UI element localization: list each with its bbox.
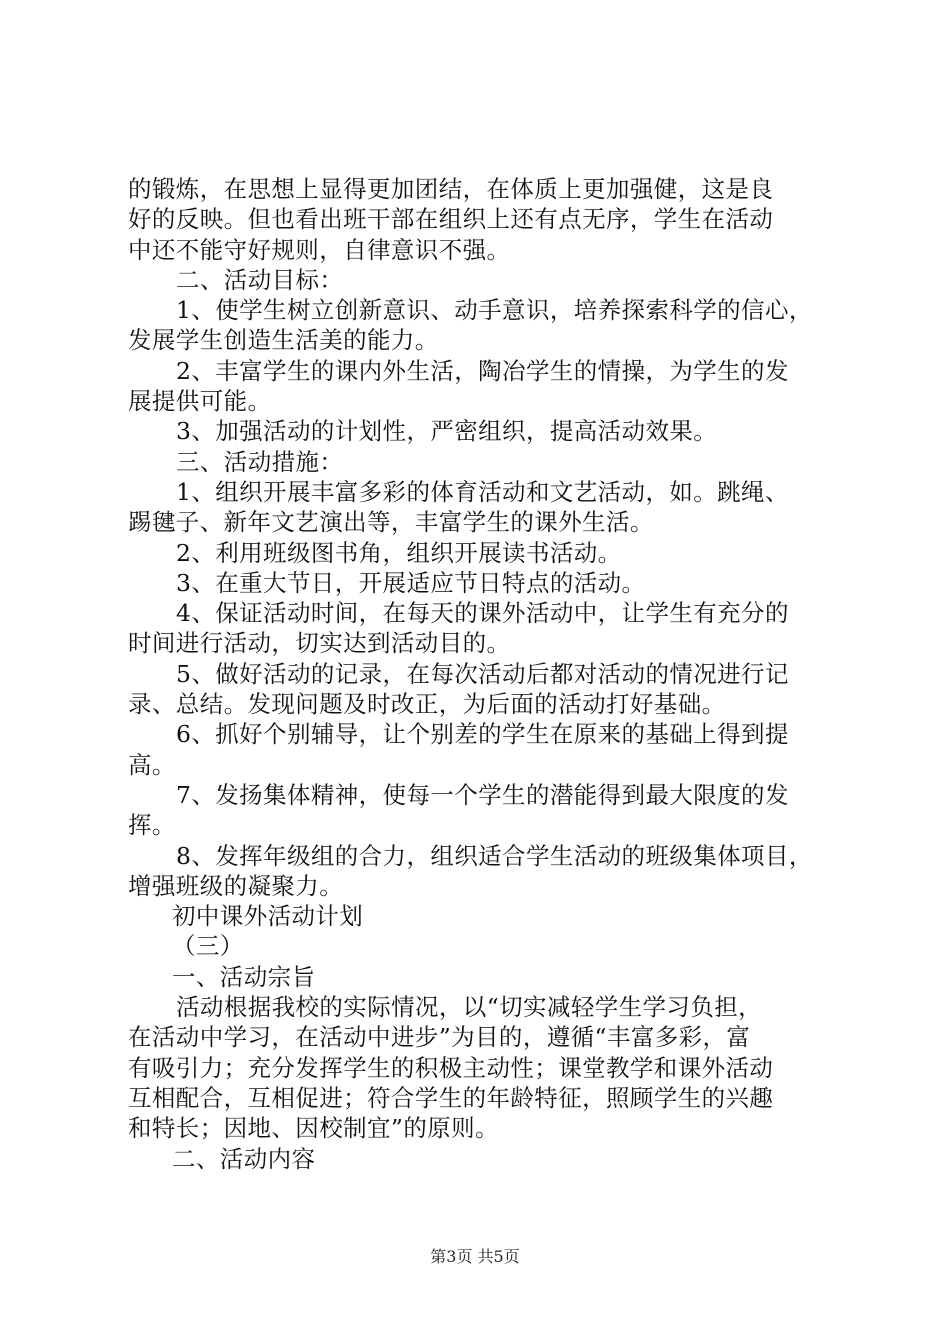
paragraph-line: 互相配合，互相促进；符合学生的年龄特征，照顾学生的兴趣 bbox=[128, 1083, 774, 1112]
section-heading: 二、活动目标： bbox=[176, 265, 344, 294]
paragraph-line: 好的反映。但也看出班干部在组织上还有点无序，学生在活动 bbox=[128, 205, 774, 234]
paragraph-line: 在活动中学习，在活动中进步”为目的，遵循“丰富多彩，富 bbox=[128, 1023, 751, 1052]
list-item-line: 5、做好活动的记录，在每次活动后都对活动的情况进行记 bbox=[176, 659, 789, 688]
paragraph-line: 中还不能守好规则，自律意识不强。 bbox=[128, 235, 511, 264]
list-item-line: 7、发扬集体精神，使每一个学生的潜能得到最大限度的发 bbox=[176, 780, 789, 809]
list-item-line: 1、组织开展丰富多彩的体育活动和文艺活动，如。跳绳、 bbox=[176, 477, 789, 506]
section-heading: 二、活动内容 bbox=[172, 1144, 316, 1173]
document-subtitle: （三） bbox=[172, 932, 244, 961]
section-heading: 三、活动措施： bbox=[176, 447, 344, 476]
paragraph-line: 和特长；因地、因校制宜”的原则。 bbox=[128, 1114, 499, 1143]
paragraph-line: 活动根据我校的实际情况，以“切实减轻学生学习负担， bbox=[176, 993, 763, 1022]
list-item-line: 发展学生创造生活美的能力。 bbox=[128, 326, 439, 355]
paragraph-line: 有吸引力；充分发挥学生的积极主动性；课堂教学和课外活动 bbox=[128, 1053, 774, 1082]
list-item-line: 挥。 bbox=[128, 811, 176, 840]
list-item-line: 1、使学生树立创新意识、动手意识，培养探索科学的信心， bbox=[176, 296, 813, 325]
list-item-line: 展提供可能。 bbox=[128, 387, 272, 416]
list-item-line: 录、总结。发现问题及时改正，为后面的活动打好基础。 bbox=[128, 690, 726, 719]
list-item-line: 3、加强活动的计划性，严密组织，提高活动效果。 bbox=[176, 417, 718, 446]
list-item-line: 6、抓好个别辅导，让个别差的学生在原来的基础上得到提 bbox=[176, 720, 789, 749]
list-item-line: 增强班级的凝聚力。 bbox=[128, 871, 344, 900]
list-item-line: 高。 bbox=[128, 750, 176, 779]
list-item-line: 4、保证活动时间，在每天的课外活动中，让学生有充分的 bbox=[176, 599, 789, 628]
list-item-line: 8、发挥年级组的合力，组织适合学生活动的班级集体项目， bbox=[176, 841, 813, 870]
page-number-footer: 第3页 共5页 bbox=[430, 1247, 520, 1266]
document-title: 初中课外活动计划 bbox=[172, 902, 364, 931]
list-item-line: 踢毽子、新年文艺演出等，丰富学生的课外生活。 bbox=[128, 508, 654, 537]
list-item-line: 3、在重大节日，开展适应节日特点的活动。 bbox=[176, 568, 646, 597]
list-item-line: 2、利用班级图书角，组织开展读书活动。 bbox=[176, 538, 622, 567]
paragraph-line: 的锻炼，在思想上显得更加团结，在体质上更加强健，这是良 bbox=[128, 175, 774, 203]
section-heading: 一、活动宗旨 bbox=[172, 962, 316, 991]
document-body bbox=[128, 174, 840, 1174]
list-item-line: 2、丰富学生的课内外生活，陶冶学生的情操，为学生的发 bbox=[176, 356, 789, 385]
list-item-line: 时间进行活动，切实达到活动目的。 bbox=[128, 629, 511, 658]
